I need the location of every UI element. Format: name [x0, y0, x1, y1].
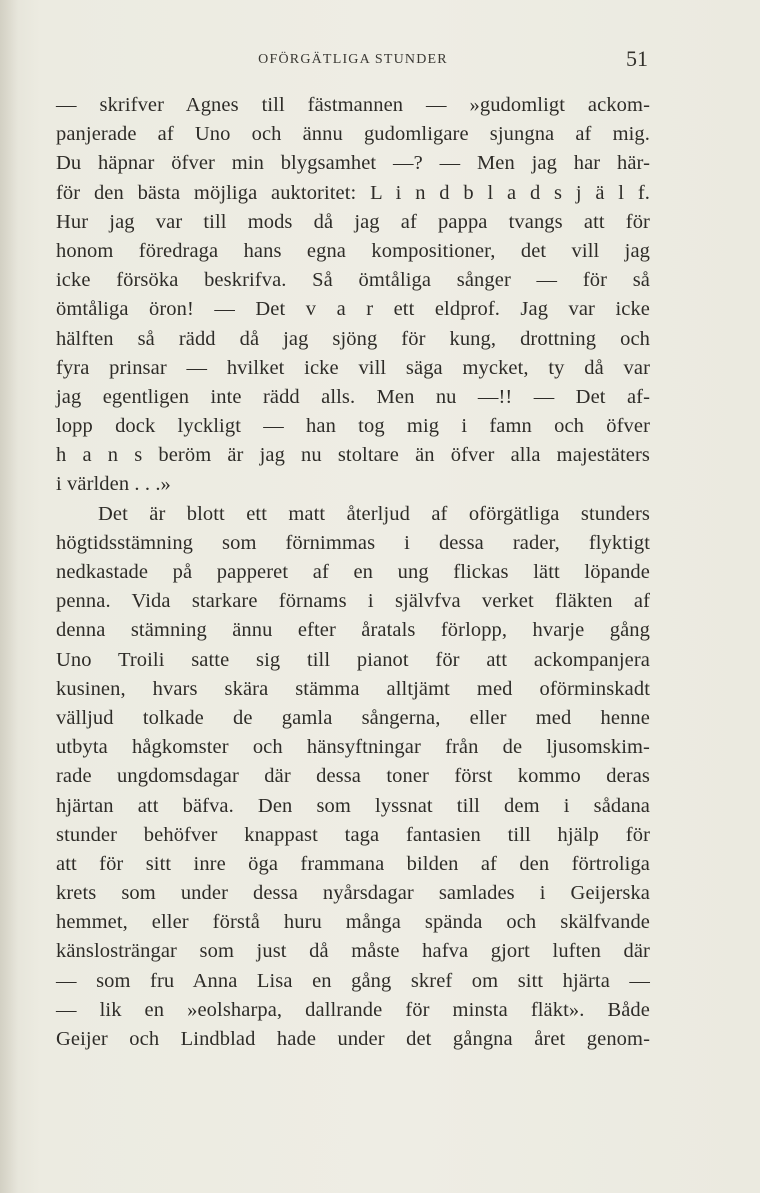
text-line: — skrifver Agnes till fästmannen — »gudomligt ackom- — [56, 94, 650, 116]
text-line: högtidsstämning som förnimmas i dessa rader, flyktigt — [56, 531, 650, 554]
page-number: 51 — [626, 46, 648, 71]
text-line: att för sitt inre öga frammana bilden af den förtroliga — [56, 852, 650, 875]
text-line: stunder behöfver knappast taga fantasien till hjälp för — [56, 823, 650, 846]
paragraph-start-line: Det är blott ett matt återljud af oförgätliga stunders — [98, 502, 650, 525]
text-line: ömtåliga öron! — Det v a r ett eldprof. Jag var icke — [56, 298, 650, 321]
text-line: Uno Troili satte sig till pianot för att ackompanjera — [56, 648, 650, 671]
text-line: känslosträngar som just då måste hafva gjort luften där — [56, 940, 650, 963]
text-line: i världen . . .» — [56, 473, 171, 496]
spine-shadow — [0, 0, 18, 1193]
running-title: OFÖRGÄTLIGA STUNDER — [258, 52, 448, 67]
text-line: icke försöka beskrifva. Så ömtåliga sånger — för så — [56, 269, 650, 292]
text-line: penna. Vida starkare förnams i självfva verket fläkten af — [56, 590, 650, 613]
text-line: utbyta hågkomster och hänsyftningar från de ljusomskim- — [56, 736, 650, 759]
text-line: kusinen, hvars skära stämma alltjämt med oförminskadt — [56, 677, 650, 700]
text-line: fyra prinsar — hvilket icke vill säga mycket, ty då var — [56, 356, 650, 379]
text-line: h a n s beröm är jag nu stoltare än öfver alla majestäters — [56, 444, 650, 467]
text-line: hjärtan att bäfva. Den som lyssnat till dem i sådana — [56, 794, 650, 817]
text-line: Geijer och Lindblad hade under det gångna året genom- — [56, 1028, 650, 1050]
text-line: hälften så rädd då jag sjöng för kung, drottning och — [56, 327, 650, 350]
running-head — [0, 46, 760, 74]
text-line: Du häpnar öfver min blygsamhet —? — Men jag har här- — [56, 152, 650, 175]
text-line: honom föredraga hans egna kompositioner, det vill jag — [56, 239, 650, 262]
text-line: Hur jag var till mods då jag af pappa tvangs att för — [56, 210, 650, 233]
text-line: — lik en »eolsharpa, dallrande för minsta fläkt». Både — [56, 998, 650, 1021]
text-line: panjerade af Uno och ännu gudomligare sjungna af mig. — [56, 123, 650, 146]
body-text — [56, 91, 650, 1054]
text-line: välljud tolkade de gamla sångerna, eller med henne — [56, 706, 650, 729]
text-line: för den bästa möjliga auktoritet: L i n d b l a d s j ä l f. — [56, 181, 650, 204]
text-line: lopp dock lyckligt — han tog mig i famn och öfver — [56, 415, 650, 438]
text-line: denna stämning ännu efter åratals förlopp, hvarje gång — [56, 619, 650, 642]
text-line: jag egentligen inte rädd alls. Men nu —!! — Det af- — [56, 385, 650, 408]
text-line: — som fru Anna Lisa en gång skref om sitt hjärta — — [56, 969, 650, 992]
text-line: hemmet, eller förstå huru många spända och skälfvande — [56, 911, 650, 934]
text-line: krets som under dessa nyårsdagar samlades i Geijerska — [56, 882, 650, 905]
text-line: nedkastade på papperet af en ung flickas lätt löpande — [56, 561, 650, 583]
text-line: rade ungdomsdagar där dessa toner först kommo deras — [56, 765, 650, 788]
